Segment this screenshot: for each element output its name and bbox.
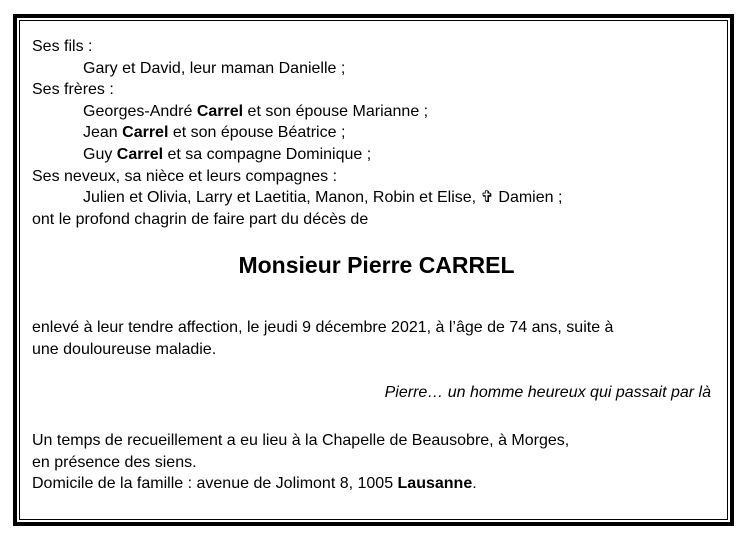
family-intro-line [32, 144, 721, 166]
family-intro-line-segment: Guy [83, 145, 117, 163]
family-intro-line [32, 58, 721, 80]
family-intro-line-segment: et son épouse Béatrice ; [168, 124, 346, 142]
family-intro-line-segment: Jean [83, 124, 123, 142]
family-intro-line-segment: Carrel [196, 102, 244, 120]
family-intro-line [32, 79, 721, 101]
death-line: enlevé à leur tendre affection, le jeudi 9 décembre 2021, à l’âge de 74 ans, suite à [32, 319, 614, 337]
death-paragraph [32, 317, 721, 360]
family-intro-line-segment: Julien et Olivia, Larry et Laetitia, Manon, Robin et Elise, ✞ Damien ; [83, 189, 563, 207]
family-intro-line-segment: et sa compagne Dominique ; [163, 145, 372, 163]
family-intro-line [32, 36, 721, 58]
family-intro-line [32, 122, 721, 144]
family-intro-line-segment: Georges-André [83, 102, 197, 120]
death-line: une douloureuse maladie. [32, 340, 217, 358]
family-intro-line-segment: et son épouse Marianne ; [243, 102, 429, 120]
closing-line [32, 430, 721, 452]
closing-line-segment: . [472, 475, 477, 493]
epitaph-quote: Pierre… un homme heureux qui passait par là [384, 383, 711, 401]
family-intro-line-segment: Carrel [122, 124, 169, 142]
closing-line-segment: Lausanne [397, 475, 473, 493]
family-intro-paragraph [32, 36, 721, 230]
deceased-name-title: Monsieur Pierre CARREL [238, 252, 515, 279]
family-intro-line [32, 209, 721, 231]
closing-line-segment: en présence des siens. [32, 453, 197, 471]
family-intro-line-segment: Ses fils : [32, 38, 93, 55]
family-intro-line [32, 101, 721, 123]
family-intro-line [32, 166, 721, 188]
announcement-inner-frame [19, 20, 728, 520]
family-intro-line-segment: Gary et David, leur maman Danielle ; [83, 59, 346, 77]
family-intro-line [32, 187, 721, 209]
closing-line-segment: Un temps de recueillement a eu lieu à la Chapelle de Beausobre, à Morges, [32, 432, 570, 450]
family-intro-line-segment: Carrel [116, 145, 164, 163]
closing-line [32, 452, 721, 474]
family-intro-line-segment: Ses frères : [32, 81, 114, 99]
closing-line [32, 473, 721, 495]
closing-paragraph [32, 430, 721, 495]
closing-line-segment: Domicile de la famille : avenue de Jolimont 8, 1005 [32, 475, 398, 493]
family-intro-line-segment: ont le profond chagrin de faire part du décès de [32, 210, 369, 228]
announcement-outer-frame [13, 14, 734, 526]
family-intro-line-segment: Ses neveux, sa nièce et leurs compagnes : [32, 167, 338, 185]
